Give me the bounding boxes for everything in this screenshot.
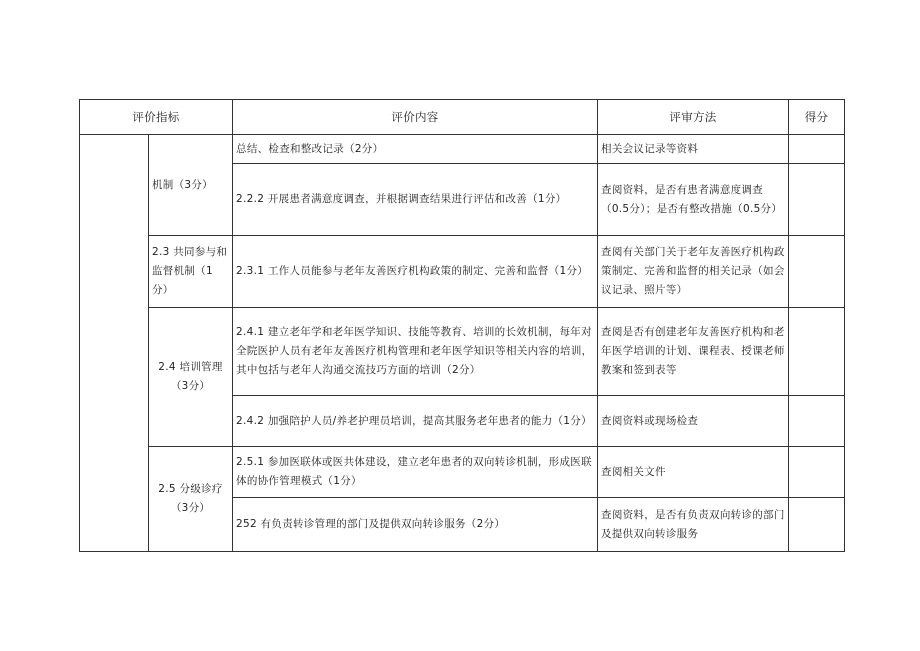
method-cell: 查阅是否有创建老年友善医疗机构和老年医学培训的计划、课程表、授课老师教案和签到表等 <box>598 308 789 396</box>
method-cell: 查阅资料或现场检查 <box>598 396 789 447</box>
method-cell: 查阅资料，是否有负责双向转诊的部门及提供双向转诊服务 <box>598 498 789 552</box>
table-row <box>80 236 845 308</box>
indicator-cell: 机制（3分） <box>149 135 233 236</box>
content-cell: 2.4.2 加强陪护人员/养老护理员培训，提高其服务老年患者的能力（1分） <box>233 396 598 447</box>
table-row <box>80 308 845 396</box>
score-cell <box>789 396 845 447</box>
indicator-cell: 2.3 共同参与和监督机制（1分） <box>149 236 233 308</box>
table-row <box>80 447 845 498</box>
score-cell <box>789 308 845 396</box>
table-row <box>80 135 845 164</box>
content-cell: 2.4.1 建立老年学和老年医学知识、技能等教育、培训的长效机制，每年对全院医护人员有老年友善医疗机构管理和老年医学知识等相关内容的培训，其中包括与老年人沟通交流技巧方面的培训（2分） <box>233 308 598 396</box>
method-cell: 查阅相关文件 <box>598 447 789 498</box>
indicator-cell: 2.5 分级诊疗（3分） <box>149 447 233 552</box>
indicator-cell: 2.4 培训管理（3分） <box>149 308 233 447</box>
method-cell: 查阅有关部门关于老年友善医疗机构政策制定、完善和监督的相关记录（如会议记录、照片等） <box>598 236 789 308</box>
content-cell: 2.2.2 开展患者满意度调查，并根据调查结果进行评估和改善（1分） <box>233 164 598 236</box>
method-cell: 查阅资料，是否有患者满意度调查（0.5分）；是否有整改措施（0.5分） <box>598 164 789 236</box>
outer-indicator-cell <box>80 135 149 552</box>
score-cell <box>789 164 845 236</box>
method-cell: 相关会议记录等资料 <box>598 135 789 164</box>
score-cell <box>789 498 845 552</box>
header-method: 评审方法 <box>598 100 789 135</box>
table-header-row <box>80 100 845 135</box>
content-cell: 252 有负责转诊管理的部门及提供双向转诊服务（2分） <box>233 498 598 552</box>
content-cell: 2.3.1 工作人员能参与老年友善医疗机构政策的制定、完善和监督（1分） <box>233 236 598 308</box>
score-cell <box>789 447 845 498</box>
header-indicator: 评价指标 <box>80 100 233 135</box>
evaluation-table <box>79 99 845 552</box>
score-cell <box>789 135 845 164</box>
score-cell <box>789 236 845 308</box>
content-cell: 总结、检查和整改记录（2分） <box>233 135 598 164</box>
header-score: 得分 <box>789 100 845 135</box>
content-cell: 2.5.1 参加医联体或医共体建设，建立老年患者的双向转诊机制，形成医联体的协作管理模式（1分） <box>233 447 598 498</box>
header-content: 评价内容 <box>233 100 598 135</box>
